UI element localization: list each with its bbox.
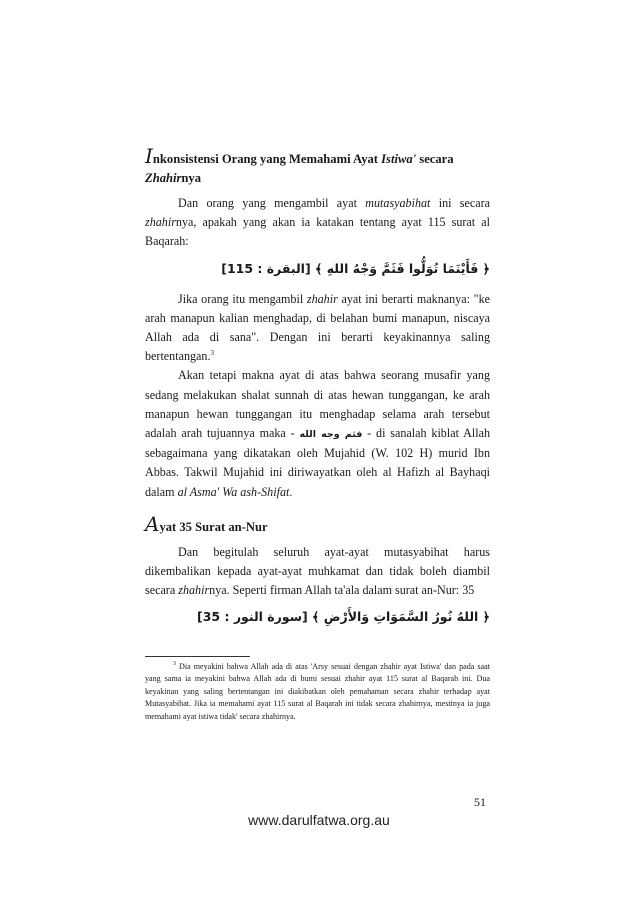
text: ayat ini berarti maknanya: "ke arah manapun kalian menghadap, di belahan bumi manapun, niscaya Allah ada di sana". Dengan ini berarti keyakinannya saling bertentangan.: [145, 291, 490, 364]
heading-text: nkonsistensi Orang yang Memahami Ayat: [152, 152, 382, 166]
section-heading-inkonsistensi: [145, 144, 490, 188]
heading-zhahir: Zhahir: [145, 171, 182, 185]
heading-istiwa: Istiwa': [381, 152, 417, 166]
section-an-nur: [145, 511, 490, 629]
footnote-number: 3: [173, 661, 176, 668]
text: - di sanalah kiblat Allah sebagaimana yang dikatakan oleh Mujahid (W. 102 H) murid Ibn Abbas. Takwil Mujahid ini diriwayatkan oleh al Hafizh al Bayhaqi dalam: [145, 426, 490, 499]
text: Dan orang yang mengambil ayat: [178, 196, 366, 210]
heading-text: nya: [181, 171, 202, 185]
text: Akan tetapi makna ayat di atas bahwa seorang musafir yang sedang melakukan shalat sunnah di atas hewan tunggangan, ke arah manapun hewan tunggangan itu menghadap selama arah tersebut adalah arah tujuannya maka -: [145, 368, 490, 441]
quran-verse-baqarah-115: ﴿ فَأَيْنَمَا تُوَلُّوا فَثَمَّ وَجْهُ اللهِ ﴾ [البقرة : 115]: [221, 260, 490, 276]
text: Jika orang itu mengambil: [178, 291, 307, 306]
term-zhahir: zhahir: [306, 291, 338, 306]
text: nya. Seperti firman Allah ta'ala dalam surat an-Nur: 35: [209, 583, 475, 598]
footnote-text: Dia meyakini bahwa Allah ada di atas 'Arsy sesuai dengan zhahir ayat Istiwa' dan pada saat yang sama ia meyakini bahwa Allah ada di bumi sesuai zhahir ayat 115 surat al Baqarah ini. Dua keyakinan yang saling bertentangan ini diakibatkan oleh pemahaman secara zhahir terhadap ayat Mutasyabihat. Jika ia memahami ayat 115 surat al Baqarah ini tidak secara zhahirnya, mestinya ia juga memahami ayat istiwa tidak' secara zhahirnya.: [145, 662, 490, 721]
book-title: al Asma' Wa ash-Shifat: [177, 484, 290, 499]
website-url[interactable]: www.darulfatwa.org.au: [248, 812, 390, 828]
text: nya, apakah yang akan ia katakan tentang ayat 115 surat al Baqarah:: [145, 215, 490, 249]
paragraph-2: [145, 290, 490, 367]
term-zhahir: zhahir: [178, 583, 210, 598]
paragraph-1: [145, 194, 490, 252]
paragraph-4: [145, 543, 490, 601]
heading-initial: I: [145, 144, 153, 168]
term-mutasyabihat: mutasyabihat: [365, 196, 431, 210]
quran-verse-nur-35: ﴿ اللهُ نُورُ السَّمَوَاتِ وَالأَرْضِ ﴾ [سورة النور : 35]: [197, 609, 490, 625]
heading-initial: A: [145, 511, 160, 536]
text: .: [289, 484, 293, 499]
term-zhahir: zhahir: [145, 215, 176, 230]
footnote: [145, 661, 490, 723]
page-number: 51: [474, 795, 486, 809]
paragraph-3: [145, 366, 490, 501]
text: ini secara: [430, 196, 490, 210]
arabic-inline-phrase: فثم وجه الله: [299, 429, 363, 441]
footnote-divider: [145, 656, 250, 657]
heading-text: yat 35 Surat an-Nur: [159, 519, 268, 534]
page-body: [145, 144, 490, 638]
footnote-ref[interactable]: 3: [210, 349, 214, 358]
heading-text: secara: [416, 152, 454, 166]
section-heading-an-nur: [145, 511, 490, 537]
text: Dan begitulah seluruh ayat-ayat mutasyabihat harus dikembalikan kepada ayat-ayat muhkamat dan tidak boleh diambil secara: [145, 544, 490, 598]
